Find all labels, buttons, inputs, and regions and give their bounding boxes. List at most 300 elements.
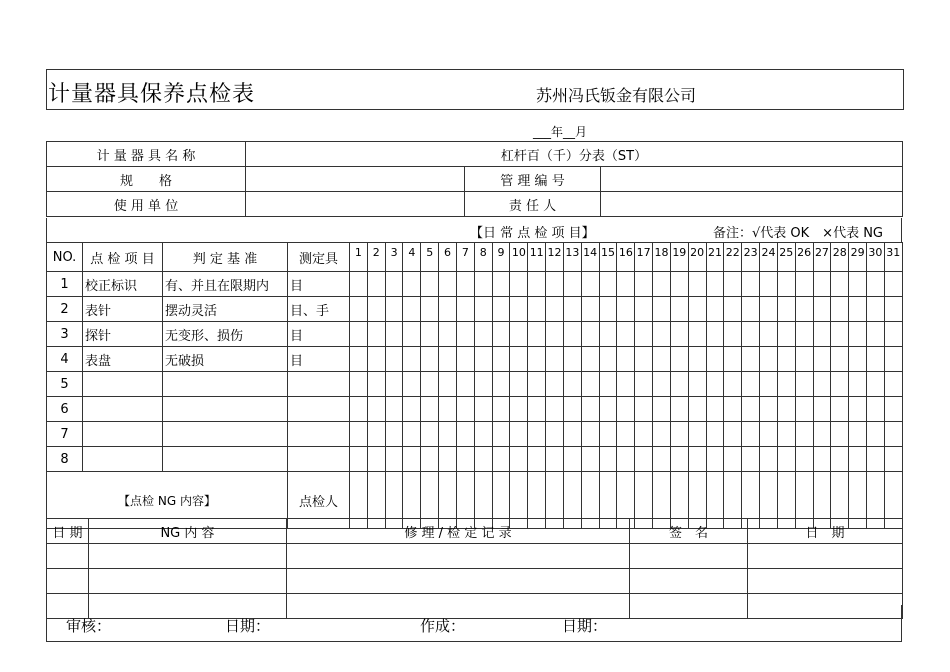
check-cell[interactable]: [849, 272, 867, 297]
check-cell[interactable]: [581, 422, 599, 447]
check-cell[interactable]: [492, 272, 510, 297]
check-cell[interactable]: [403, 422, 421, 447]
check-cell[interactable]: [421, 322, 439, 347]
check-cell[interactable]: [563, 297, 581, 322]
check-cell[interactable]: [492, 397, 510, 422]
check-cell[interactable]: [849, 372, 867, 397]
check-cell[interactable]: [350, 297, 368, 322]
check-cell[interactable]: [563, 397, 581, 422]
check-cell[interactable]: [795, 297, 813, 322]
check-cell[interactable]: [867, 322, 885, 347]
check-cell[interactable]: [795, 322, 813, 347]
check-cell[interactable]: [724, 397, 742, 422]
check-cell[interactable]: [474, 422, 492, 447]
check-cell[interactable]: [653, 447, 671, 472]
check-cell[interactable]: [510, 372, 528, 397]
daily-inspection-table: [46, 242, 903, 529]
record-cell[interactable]: [287, 569, 630, 594]
check-cell[interactable]: [670, 422, 688, 447]
check-cell[interactable]: [599, 297, 617, 322]
check-cell[interactable]: [546, 272, 564, 297]
check-cell[interactable]: [777, 297, 795, 322]
check-cell[interactable]: [670, 272, 688, 297]
check-cell[interactable]: [421, 397, 439, 422]
row-tool: [288, 422, 350, 447]
check-cell[interactable]: [706, 272, 724, 297]
unit-label: 使 用 单 位: [47, 192, 246, 217]
check-cell[interactable]: [350, 347, 368, 372]
check-cell[interactable]: [760, 347, 778, 372]
check-cell[interactable]: [688, 422, 706, 447]
record-cell[interactable]: [748, 569, 903, 594]
day-header: 22: [724, 243, 742, 272]
check-cell[interactable]: [403, 372, 421, 397]
check-cell[interactable]: [510, 347, 528, 372]
check-cell[interactable]: [688, 322, 706, 347]
check-cell[interactable]: [831, 347, 849, 372]
check-cell[interactable]: [760, 372, 778, 397]
check-cell[interactable]: [777, 397, 795, 422]
check-cell[interactable]: [706, 347, 724, 372]
check-cell[interactable]: [492, 447, 510, 472]
check-cell[interactable]: [456, 447, 474, 472]
check-cell[interactable]: [421, 447, 439, 472]
day-header: 31: [884, 243, 902, 272]
check-cell[interactable]: [867, 422, 885, 447]
check-cell[interactable]: [760, 447, 778, 472]
check-cell[interactable]: [581, 372, 599, 397]
check-cell[interactable]: [385, 347, 403, 372]
check-cell[interactable]: [724, 297, 742, 322]
check-cell[interactable]: [688, 347, 706, 372]
check-cell[interactable]: [350, 372, 368, 397]
check-cell[interactable]: [831, 422, 849, 447]
check-cell[interactable]: [813, 347, 831, 372]
check-cell[interactable]: [760, 272, 778, 297]
check-cell[interactable]: [421, 297, 439, 322]
check-cell[interactable]: [581, 447, 599, 472]
check-cell[interactable]: [795, 372, 813, 397]
check-cell[interactable]: [528, 347, 546, 372]
row-criteria: 无破损: [163, 347, 288, 372]
check-cell[interactable]: [617, 297, 635, 322]
check-cell[interactable]: [653, 297, 671, 322]
check-cell[interactable]: [724, 322, 742, 347]
check-cell[interactable]: [777, 422, 795, 447]
check-cell[interactable]: [546, 372, 564, 397]
row-item: 校正标识: [83, 272, 163, 297]
row-no: 8: [47, 447, 83, 472]
col-criteria-header: 判 定 基 准: [163, 243, 288, 272]
check-cell[interactable]: [670, 322, 688, 347]
day-header: 28: [831, 243, 849, 272]
check-cell[interactable]: [884, 347, 902, 372]
check-cell[interactable]: [456, 372, 474, 397]
check-cell[interactable]: [546, 322, 564, 347]
check-cell[interactable]: [724, 447, 742, 472]
row-criteria: [163, 422, 288, 447]
check-cell[interactable]: [831, 372, 849, 397]
check-cell[interactable]: [528, 297, 546, 322]
check-cell[interactable]: [760, 297, 778, 322]
check-cell[interactable]: [777, 322, 795, 347]
check-cell[interactable]: [367, 297, 385, 322]
check-cell[interactable]: [546, 447, 564, 472]
check-cell[interactable]: [599, 397, 617, 422]
check-cell[interactable]: [813, 372, 831, 397]
check-cell[interactable]: [635, 397, 653, 422]
check-cell[interactable]: [599, 322, 617, 347]
check-cell[interactable]: [456, 297, 474, 322]
record-cell[interactable]: [630, 544, 748, 569]
check-cell[interactable]: [831, 297, 849, 322]
check-cell[interactable]: [849, 322, 867, 347]
check-cell[interactable]: [385, 372, 403, 397]
check-cell[interactable]: [884, 422, 902, 447]
check-cell[interactable]: [706, 397, 724, 422]
check-cell[interactable]: [795, 422, 813, 447]
check-cell[interactable]: [528, 397, 546, 422]
check-cell[interactable]: [706, 447, 724, 472]
check-cell[interactable]: [742, 397, 760, 422]
check-cell[interactable]: [813, 297, 831, 322]
check-cell[interactable]: [474, 272, 492, 297]
check-cell[interactable]: [706, 297, 724, 322]
check-cell[interactable]: [510, 447, 528, 472]
check-cell[interactable]: [510, 422, 528, 447]
check-cell[interactable]: [439, 322, 457, 347]
check-cell[interactable]: [724, 272, 742, 297]
check-cell[interactable]: [795, 397, 813, 422]
check-cell[interactable]: [617, 447, 635, 472]
check-cell[interactable]: [492, 297, 510, 322]
check-cell[interactable]: [350, 272, 368, 297]
check-cell[interactable]: [777, 447, 795, 472]
check-cell[interactable]: [653, 272, 671, 297]
spec-value[interactable]: [246, 167, 465, 192]
check-cell[interactable]: [849, 297, 867, 322]
inspector-label: 点检人: [288, 472, 350, 529]
check-cell[interactable]: [724, 372, 742, 397]
check-cell[interactable]: [403, 322, 421, 347]
check-cell[interactable]: [867, 297, 885, 322]
check-cell[interactable]: [617, 322, 635, 347]
check-cell[interactable]: [760, 397, 778, 422]
check-cell[interactable]: [403, 447, 421, 472]
row-no: 6: [47, 397, 83, 422]
check-cell[interactable]: [439, 397, 457, 422]
check-cell[interactable]: [760, 322, 778, 347]
check-cell[interactable]: [688, 447, 706, 472]
check-cell[interactable]: [742, 322, 760, 347]
record-cell[interactable]: [287, 544, 630, 569]
check-cell[interactable]: [831, 322, 849, 347]
check-cell[interactable]: [867, 272, 885, 297]
mgmt-no-label: 管 理 编 号: [465, 167, 601, 192]
check-cell[interactable]: [367, 372, 385, 397]
check-cell[interactable]: [385, 397, 403, 422]
check-cell[interactable]: [350, 447, 368, 472]
check-cell[interactable]: [617, 372, 635, 397]
check-cell[interactable]: [439, 297, 457, 322]
check-cell[interactable]: [849, 422, 867, 447]
row-item: 探针: [83, 322, 163, 347]
check-cell[interactable]: [777, 347, 795, 372]
check-cell[interactable]: [439, 447, 457, 472]
page-title: 计量器具保养点检表: [48, 82, 256, 107]
check-cell[interactable]: [635, 347, 653, 372]
check-cell[interactable]: [439, 347, 457, 372]
check-cell[interactable]: [635, 322, 653, 347]
records-table: [46, 518, 903, 619]
row-tool: 目、手: [288, 297, 350, 322]
check-cell[interactable]: [563, 372, 581, 397]
row-no: 2: [47, 297, 83, 322]
check-cell[interactable]: [670, 297, 688, 322]
check-cell[interactable]: [492, 372, 510, 397]
check-cell[interactable]: [849, 397, 867, 422]
check-cell[interactable]: [688, 297, 706, 322]
check-cell[interactable]: [688, 372, 706, 397]
check-cell[interactable]: [742, 272, 760, 297]
day-header: 21: [706, 243, 724, 272]
check-cell[interactable]: [439, 372, 457, 397]
check-cell[interactable]: [742, 347, 760, 372]
check-cell[interactable]: [742, 372, 760, 397]
check-cell[interactable]: [653, 347, 671, 372]
check-cell[interactable]: [403, 347, 421, 372]
check-cell[interactable]: [599, 272, 617, 297]
check-cell[interactable]: [760, 422, 778, 447]
check-cell[interactable]: [563, 347, 581, 372]
check-cell[interactable]: [528, 322, 546, 347]
row-tool: [288, 397, 350, 422]
check-cell[interactable]: [528, 447, 546, 472]
check-cell[interactable]: [795, 447, 813, 472]
check-cell[interactable]: [653, 397, 671, 422]
check-cell[interactable]: [635, 272, 653, 297]
check-cell[interactable]: [688, 272, 706, 297]
check-cell[interactable]: [474, 347, 492, 372]
check-cell[interactable]: [795, 347, 813, 372]
check-cell[interactable]: [456, 322, 474, 347]
check-cell[interactable]: [439, 272, 457, 297]
day-header: 29: [849, 243, 867, 272]
check-cell[interactable]: [492, 322, 510, 347]
check-cell[interactable]: [367, 422, 385, 447]
check-cell[interactable]: [528, 272, 546, 297]
row-tool: 目: [288, 322, 350, 347]
check-cell[interactable]: [599, 347, 617, 372]
check-cell[interactable]: [510, 297, 528, 322]
check-cell[interactable]: [867, 347, 885, 372]
record-cell[interactable]: [748, 544, 903, 569]
check-cell[interactable]: [670, 372, 688, 397]
row-item: 表盘: [83, 347, 163, 372]
check-cell[interactable]: [635, 447, 653, 472]
check-cell[interactable]: [546, 397, 564, 422]
check-cell[interactable]: [777, 372, 795, 397]
check-cell[interactable]: [492, 422, 510, 447]
check-cell[interactable]: [510, 397, 528, 422]
records-repair-header: 修 理 / 检 定 记 录: [287, 519, 630, 544]
check-cell[interactable]: [884, 397, 902, 422]
check-cell[interactable]: [670, 347, 688, 372]
day-header: 27: [813, 243, 831, 272]
record-cell[interactable]: [47, 544, 89, 569]
check-cell[interactable]: [617, 347, 635, 372]
check-cell[interactable]: [581, 397, 599, 422]
check-cell[interactable]: [653, 322, 671, 347]
footer-box: [46, 605, 902, 642]
check-cell[interactable]: [724, 422, 742, 447]
check-cell[interactable]: [867, 447, 885, 472]
day-header: 2: [367, 243, 385, 272]
day-header: 9: [492, 243, 510, 272]
check-cell[interactable]: [367, 347, 385, 372]
check-cell[interactable]: [456, 347, 474, 372]
check-cell[interactable]: [367, 447, 385, 472]
row-tool: 目: [288, 272, 350, 297]
check-cell[interactable]: [581, 297, 599, 322]
check-cell[interactable]: [777, 272, 795, 297]
check-cell[interactable]: [528, 372, 546, 397]
check-cell[interactable]: [456, 397, 474, 422]
company-name: 苏州冯氏钣金有限公司: [536, 86, 697, 105]
check-cell[interactable]: [706, 322, 724, 347]
check-cell[interactable]: [367, 322, 385, 347]
check-cell[interactable]: [439, 422, 457, 447]
check-cell[interactable]: [795, 272, 813, 297]
check-cell[interactable]: [884, 272, 902, 297]
check-cell[interactable]: [510, 322, 528, 347]
check-cell[interactable]: [813, 322, 831, 347]
check-cell[interactable]: [742, 422, 760, 447]
check-cell[interactable]: [563, 322, 581, 347]
check-cell[interactable]: [849, 447, 867, 472]
check-cell[interactable]: [385, 322, 403, 347]
check-cell[interactable]: [706, 422, 724, 447]
check-cell[interactable]: [385, 272, 403, 297]
records-date2-header: 日 期: [748, 519, 903, 544]
check-cell[interactable]: [813, 447, 831, 472]
check-cell[interactable]: [670, 397, 688, 422]
check-cell[interactable]: [492, 347, 510, 372]
check-cell[interactable]: [884, 447, 902, 472]
day-header: 19: [670, 243, 688, 272]
check-cell[interactable]: [742, 297, 760, 322]
check-cell[interactable]: [581, 322, 599, 347]
check-cell[interactable]: [474, 447, 492, 472]
record-cell[interactable]: [47, 569, 89, 594]
check-cell[interactable]: [563, 272, 581, 297]
check-cell[interactable]: [813, 397, 831, 422]
check-cell[interactable]: [350, 422, 368, 447]
name-value: 杠杆百（千）分表（ST）: [246, 142, 903, 167]
check-cell[interactable]: [884, 372, 902, 397]
check-cell[interactable]: [599, 447, 617, 472]
check-cell[interactable]: [653, 422, 671, 447]
check-cell[interactable]: [403, 397, 421, 422]
check-cell[interactable]: [884, 322, 902, 347]
check-cell[interactable]: [385, 422, 403, 447]
check-cell[interactable]: [849, 347, 867, 372]
check-cell[interactable]: [528, 422, 546, 447]
check-cell[interactable]: [688, 397, 706, 422]
mgmt-no-value[interactable]: [601, 167, 903, 192]
row-no: 5: [47, 372, 83, 397]
record-cell[interactable]: [630, 569, 748, 594]
check-cell[interactable]: [831, 447, 849, 472]
check-cell[interactable]: [867, 397, 885, 422]
check-cell[interactable]: [617, 397, 635, 422]
check-cell[interactable]: [635, 372, 653, 397]
check-cell[interactable]: [403, 297, 421, 322]
check-cell[interactable]: [563, 422, 581, 447]
responsible-value[interactable]: [601, 192, 903, 217]
check-cell[interactable]: [421, 272, 439, 297]
check-cell[interactable]: [385, 447, 403, 472]
check-cell[interactable]: [742, 447, 760, 472]
check-cell[interactable]: [350, 322, 368, 347]
check-cell[interactable]: [599, 422, 617, 447]
check-cell[interactable]: [635, 422, 653, 447]
daily-note: 备注：√代表 OK ×代表 NG: [713, 226, 883, 241]
check-cell[interactable]: [581, 272, 599, 297]
check-cell[interactable]: [510, 272, 528, 297]
check-cell[interactable]: [456, 272, 474, 297]
check-cell[interactable]: [385, 297, 403, 322]
check-cell[interactable]: [546, 347, 564, 372]
check-cell[interactable]: [563, 447, 581, 472]
check-cell[interactable]: [670, 447, 688, 472]
check-cell[interactable]: [706, 372, 724, 397]
check-cell[interactable]: [617, 422, 635, 447]
check-cell[interactable]: [367, 272, 385, 297]
check-cell[interactable]: [724, 347, 742, 372]
check-cell[interactable]: [546, 422, 564, 447]
check-cell[interactable]: [581, 347, 599, 372]
check-cell[interactable]: [474, 297, 492, 322]
record-cell[interactable]: [89, 544, 287, 569]
check-cell[interactable]: [456, 422, 474, 447]
day-header: 30: [867, 243, 885, 272]
check-cell[interactable]: [867, 372, 885, 397]
check-cell[interactable]: [367, 397, 385, 422]
check-cell[interactable]: [884, 297, 902, 322]
check-cell[interactable]: [421, 422, 439, 447]
check-cell[interactable]: [350, 397, 368, 422]
check-cell[interactable]: [653, 372, 671, 397]
unit-value[interactable]: [246, 192, 465, 217]
check-cell[interactable]: [546, 297, 564, 322]
check-cell[interactable]: [474, 372, 492, 397]
check-cell[interactable]: [421, 372, 439, 397]
check-cell[interactable]: [403, 272, 421, 297]
check-cell[interactable]: [599, 372, 617, 397]
check-cell[interactable]: [635, 297, 653, 322]
check-cell[interactable]: [831, 397, 849, 422]
record-cell[interactable]: [89, 569, 287, 594]
day-header: 5: [421, 243, 439, 272]
check-cell[interactable]: [474, 397, 492, 422]
check-cell[interactable]: [813, 422, 831, 447]
check-cell[interactable]: [813, 272, 831, 297]
check-cell[interactable]: [617, 272, 635, 297]
check-cell[interactable]: [831, 272, 849, 297]
check-cell[interactable]: [421, 347, 439, 372]
check-cell[interactable]: [474, 322, 492, 347]
